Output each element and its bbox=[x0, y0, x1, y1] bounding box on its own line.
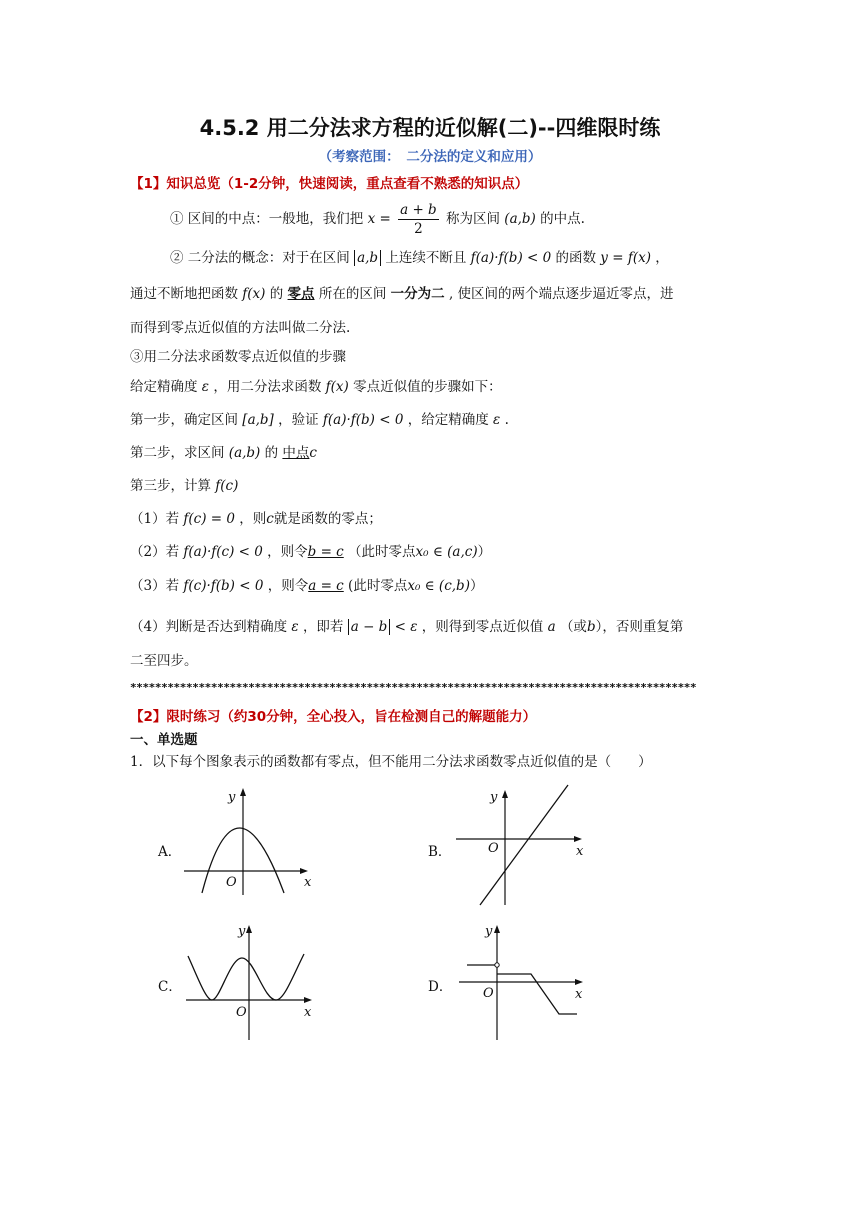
option-b-origin: O bbox=[488, 841, 499, 856]
halve-term: 一分为二 bbox=[390, 286, 445, 302]
option-a-x-label: x bbox=[304, 875, 312, 890]
option-c-origin: O bbox=[236, 1005, 247, 1020]
step-1: 第一步，确定区间 [a,b] ，验证 f(a)·f(b) < 0 ，给定精确度 ε . bbox=[130, 412, 509, 428]
option-c-x-arrow bbox=[304, 997, 312, 1003]
marker-2: ② bbox=[170, 250, 184, 266]
case-3: （3）若 f(c)·f(b) < 0 ，则令a = c (此时零点x₀ ∈ (c,b)） bbox=[130, 578, 484, 594]
option-b-graph bbox=[450, 783, 590, 908]
option-c-curve bbox=[188, 954, 304, 1000]
step-2: 第二步，求区间 (a,b) 的 中点c bbox=[130, 445, 317, 461]
option-a-y-label: y bbox=[228, 790, 236, 805]
part2-heading: 【2】限时练习（约30分钟，全心投入，旨在检测自己的解题能力） bbox=[130, 709, 537, 725]
page-subtitle: （考察范围： 二分法的定义和应用） bbox=[318, 149, 542, 165]
option-d-x-label: x bbox=[575, 987, 583, 1002]
option-a-graph bbox=[176, 783, 316, 898]
option-c-label: C． bbox=[158, 979, 182, 995]
option-c-y-arrow bbox=[246, 925, 252, 933]
option-a-y-arrow bbox=[240, 788, 246, 796]
option-c-y-label: y bbox=[238, 924, 246, 939]
part1-heading: 【1】知识总览（1-2分钟，快速阅读，重点查看不熟悉的知识点） bbox=[130, 176, 529, 192]
section-heading: 一、单选题 bbox=[130, 732, 198, 748]
option-b-label: B． bbox=[428, 844, 452, 860]
option-b-x-label: x bbox=[576, 844, 584, 859]
steps-heading: ③用二分法求函数零点近似值的步骤 bbox=[130, 349, 346, 365]
concept-line-1: ② 二分法的概念：对于在区间 a,b 上连续不断且 f(a)·f(b) < 0 的函数 y = f(x) ， bbox=[170, 250, 669, 266]
option-b-x-arrow bbox=[574, 836, 582, 842]
divider-stars: ******************************************************************************************* bbox=[130, 681, 697, 694]
option-a-origin: O bbox=[226, 875, 237, 890]
case-2: （2）若 f(a)·f(c) < 0 ，则令b = c （此时零点x₀ ∈ (a,c)） bbox=[130, 544, 492, 560]
steps-intro: 给定精确度 ε ，用二分法求函数 f(x) 零点近似值的步骤如下： bbox=[130, 379, 502, 395]
option-a-label: A． bbox=[158, 844, 182, 860]
option-a-x-arrow bbox=[300, 868, 308, 874]
case-4: （4）判断是否达到精确度 ε ，即若 a − b < ε ，则得到零点近似值 a （或b），否则重复第 bbox=[130, 619, 684, 635]
midpoint-definition: ① 区间的中点：一般地，我们把 x = $\frac{a + b}{2}$ 称为区间 (a,b) 的中点. bbox=[170, 202, 585, 237]
concept-line-2: 通过不断地把函数 f(x) 的 零点 所在的区间 一分为二 , 使区间的两个端点逐步逼近零点，进 bbox=[130, 286, 674, 302]
option-d-open-point bbox=[495, 963, 499, 967]
zero-point-term: 零点 bbox=[287, 286, 315, 302]
option-d-x-arrow bbox=[575, 979, 583, 985]
option-d-right-segment bbox=[497, 974, 577, 1014]
marker-1: ① bbox=[170, 211, 184, 227]
option-d-y-label: y bbox=[485, 924, 493, 939]
step-3: 第三步，计算 f(c) bbox=[130, 478, 239, 494]
case-4-line-2: 二至四步。 bbox=[130, 653, 198, 669]
option-d-label: D． bbox=[428, 979, 453, 995]
option-c-x-label: x bbox=[304, 1005, 312, 1020]
option-d-origin: O bbox=[483, 986, 494, 1001]
option-d-graph bbox=[455, 918, 595, 1043]
concept-line-3: 而得到零点近似值的方法叫做二分法. bbox=[130, 320, 351, 336]
option-c-graph bbox=[180, 918, 320, 1043]
page-title: 4.5.2 用二分法求方程的近似解(二)--四维限时练 bbox=[199, 116, 661, 140]
midpoint-fraction: $\frac{a + b}{2}$ bbox=[400, 202, 437, 237]
question-1: 1．以下每个图象表示的函数都有零点，但不能用二分法求函数零点近似值的是（ ） bbox=[130, 754, 652, 770]
option-b-y-label: y bbox=[490, 790, 498, 805]
option-b-y-arrow bbox=[502, 790, 508, 798]
case-1: （1）若 f(c) = 0 ，则c就是函数的零点； bbox=[130, 511, 382, 527]
option-d-y-arrow bbox=[494, 925, 500, 933]
